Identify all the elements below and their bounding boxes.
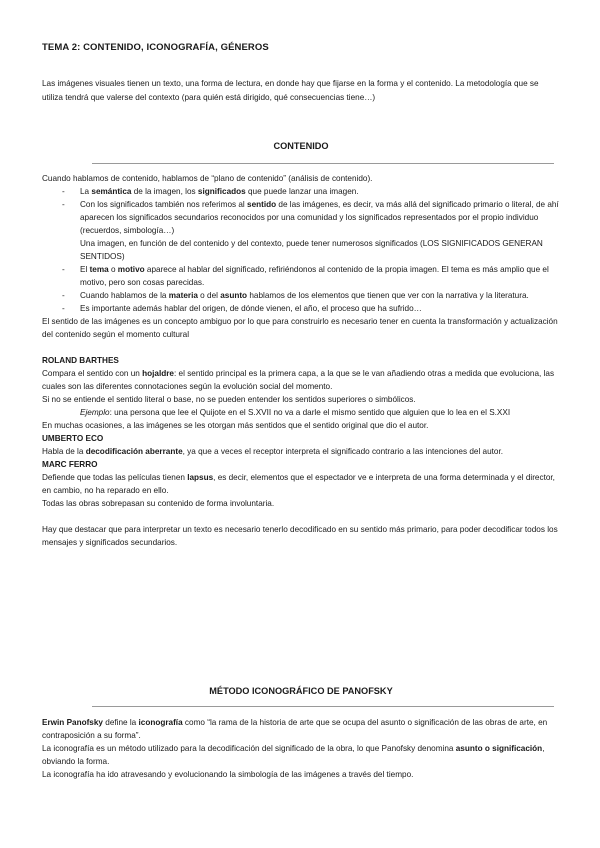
section-heading-contenido: CONTENIDO: [273, 141, 329, 151]
section-divider: [92, 706, 554, 707]
contenido-bullet-list: [42, 185, 560, 315]
destacar-paragraph: Hay que destacar que para interpretar un texto es necesario tenerlo decodificado en su sentido más primario, para poder decodificar todos los mensajes y significados secundarios.: [42, 525, 558, 547]
panofsky-paragraph: Erwin Panofsky define la iconografía como “la rama de la historia de arte que se ocupa del asunto o significación de las obras de arte, en contraposición a su forma”.: [42, 718, 548, 740]
list-item: - El tema o motivo aparece al hablar del significado, refiriéndonos al contenido de la propia imagen. El tema es más amplio que el motivo, pero son cosas parecidas.: [42, 263, 560, 289]
document-title: TEMA 2: CONTENIDO, ICONOGRAFÍA, GÉNEROS: [42, 42, 269, 53]
author-heading-eco: UMBERTO ECO: [42, 434, 104, 443]
barthes-paragraph-2: Si no se entiende el sentido literal o base, no se pueden entender los sentidos superiores o simbólicos.: [42, 395, 416, 404]
barthes-paragraph: Compara el sentido con un hojaldre: el sentido principal es la primera capa, a la que se le van añadiendo otras a medida que evoluciona, las cuales son las diferentes connotaciones según la evolución social del momento.: [42, 369, 555, 391]
contenido-lead: Cuando hablamos de contenido, hablamos de “plano de contenido” (análisis de contenido).: [42, 174, 373, 183]
panofsky-section: [42, 716, 560, 781]
list-item: - Es importante además hablar del origen, de dónde vienen, el año, el proceso que ha sufrido…: [42, 302, 560, 315]
contenido-section: [42, 172, 560, 549]
list-item: - La semántica de la imagen, los significados que puede lanzar una imagen.: [42, 185, 560, 198]
ferro-paragraph-2: Todas las obras sobrepasan su contenido de forma involuntaria.: [42, 499, 275, 508]
list-item: - Con los significados también nos referimos al sentido de las imágenes, es decir, va más allá del significado primario o literal, de ahí aparecen los significados secundarios reconocidos por una comunidad y los significados representados por el propio individuo (recuerdos, simbología…) Una imagen, en función de del contenido y del contexto, puede tener numerosos significados (LOS SIGNIFICADOS GENERAN SENTIDOS): [42, 198, 560, 263]
barthes-paragraph-3: En muchas ocasiones, a las imágenes se les otorgan más sentidos que el sentido original que dio el autor.: [42, 421, 429, 430]
list-item: - Cuando hablamos de la materia o del asunto hablamos de los elementos que tienen que ver con la narrativa y la literatura.: [42, 289, 560, 302]
ferro-paragraph: Defiende que todas las películas tienen lapsus, es decir, elementos que el espectador ve e interpreta de una forma determinada y el director, en cambio, no ha reparado en ello.: [42, 473, 555, 495]
intro-paragraph: Las imágenes visuales tienen un texto, una forma de lectura, en donde hay que fijarse en la forma y el contenido. La metodología que se utiliza tendrá que valerse del contexto (para quién está dirigido, qué consecuencias tiene…): [42, 79, 539, 102]
author-heading-ferro: MARC FERRO: [42, 460, 98, 469]
author-heading-barthes: ROLAND BARTHES: [42, 356, 119, 365]
panofsky-paragraph-3: La iconografía ha ido atravesando y evolucionando la simbología de las imágenes a través del tiempo.: [42, 770, 414, 779]
section-heading-panofsky: MÉTODO ICONOGRÁFICO DE PANOFSKY: [209, 686, 393, 696]
contenido-closing: El sentido de las imágenes es un concepto ambiguo por lo que para construirlo es necesario tener en cuenta la transformación y actualización del contenido según el momento cultural: [42, 317, 558, 339]
barthes-example: Ejemplo: una persona que lee el Quijote en el S.XVII no va a darle el mismo sentido que alguien que lo lea en el S.XXI: [80, 408, 511, 417]
section-divider: [92, 163, 554, 164]
panofsky-paragraph-2: La iconografía es un método utilizado para la decodificación del significado de la obra, lo que Panofsky denomina asunto o significación, obviando la forma.: [42, 744, 545, 766]
eco-paragraph: Habla de la decodificación aberrante, ya que a veces el receptor interpreta el significado contrario a las intenciones del autor.: [42, 447, 504, 456]
